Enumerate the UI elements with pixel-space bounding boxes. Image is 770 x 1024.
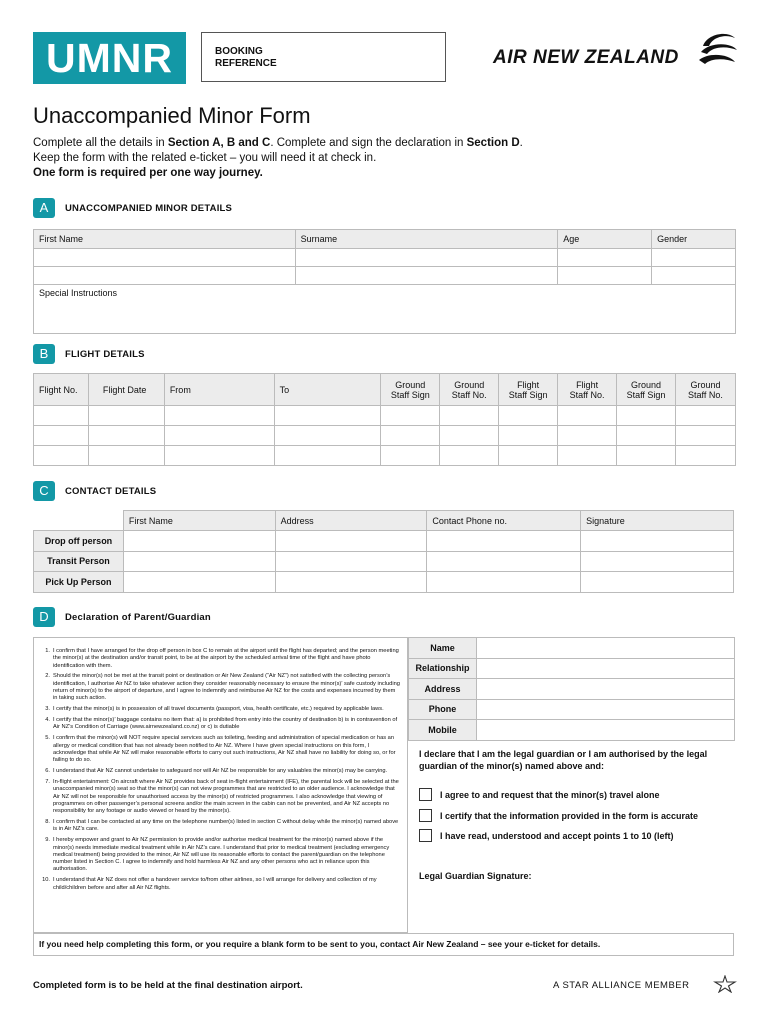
- contact-cell[interactable]: [427, 551, 581, 572]
- item-number: 4.: [45, 717, 50, 724]
- flight-cell[interactable]: [440, 406, 499, 426]
- contact-cell[interactable]: [275, 531, 427, 552]
- alliance-text: A STAR ALLIANCE MEMBER: [553, 980, 690, 991]
- checkbox-travel-alone[interactable]: [419, 788, 660, 801]
- table-row: [34, 249, 736, 267]
- flight-cell[interactable]: [617, 426, 676, 446]
- contact-details-table: [33, 510, 734, 593]
- contact-cell[interactable]: [427, 531, 581, 552]
- item-text: I certify that the minor(s)’ baggage contains no item that: a) is prohibited from entry into the country of destination b) is in contravention of Air NZ’s Condition of Carriage (www.airnewzealand.co.nz) or c) is dutiable: [53, 717, 398, 731]
- col-contact-first-name: First Name: [123, 511, 275, 531]
- flight-cell[interactable]: [440, 426, 499, 446]
- flight-cell[interactable]: [88, 406, 164, 426]
- flight-cell[interactable]: [617, 446, 676, 466]
- col-label-line: Staff No.: [569, 389, 605, 400]
- flight-cell[interactable]: [381, 426, 440, 446]
- guardian-details-table: [408, 637, 735, 741]
- koru-icon: [697, 30, 739, 68]
- flight-cell[interactable]: [164, 446, 274, 466]
- table-row: [34, 406, 736, 426]
- surname-input-2[interactable]: [295, 267, 558, 285]
- corner-cell: [34, 511, 124, 531]
- section-a-badge: A: [33, 198, 55, 218]
- signature-label: Legal Guardian Signature:: [419, 871, 532, 881]
- item-text: I confirm that I have arranged for the drop off person in box C to remain at the airport until the flight has departed; and the person meeting the minor(s) at the destination and/or transit point, to be at the airport by the scheduled arrival time of the flight and have photo identification with them.: [53, 648, 399, 669]
- item-number: 9.: [45, 837, 50, 844]
- col-label-line: Staff Sign: [508, 389, 548, 400]
- intro-line1d: Section D: [466, 137, 520, 149]
- intro-line3: One form is required per one way journey.: [33, 167, 263, 179]
- declaration-list: [40, 648, 401, 892]
- row-label-transit: Transit Person: [34, 551, 124, 572]
- booking-reference-label-2: REFERENCE: [215, 58, 277, 69]
- section-a-title: UNACCOMPANIED MINOR DETAILS: [65, 202, 233, 214]
- section-d-title: Declaration of Parent/Guardian: [65, 611, 211, 623]
- col-label-line: Ground: [395, 379, 426, 390]
- guardian-address-input[interactable]: [477, 679, 735, 700]
- col-label-line: Flight: [517, 379, 540, 390]
- checkbox-icon[interactable]: [419, 809, 432, 822]
- col-from: From: [164, 374, 274, 406]
- contact-cell[interactable]: [581, 572, 734, 593]
- flight-cell[interactable]: [675, 446, 735, 466]
- item-text: I understand that Air NZ cannot undertake to safeguard nor will Air NZ be responsible for any valuables the minor(s) may be carrying.: [53, 768, 388, 775]
- section-b-title: FLIGHT DETAILS: [65, 348, 145, 360]
- declaration-terms: [33, 637, 408, 933]
- contact-cell[interactable]: [123, 531, 275, 552]
- list-item: [40, 768, 401, 775]
- list-item: [40, 779, 401, 815]
- flight-cell[interactable]: [499, 446, 558, 466]
- item-number: 5.: [45, 735, 50, 742]
- guardian-phone-label: Phone: [409, 699, 477, 720]
- table-row: [409, 699, 735, 720]
- col-label-line: Ground: [630, 379, 662, 390]
- booking-reference-label-1: BOOKING: [215, 46, 263, 57]
- section-b-header: [33, 344, 145, 364]
- col-to: To: [274, 374, 381, 406]
- list-item: [40, 735, 401, 764]
- col-ground-staff-no-1: [440, 374, 499, 406]
- contact-cell[interactable]: [123, 572, 275, 593]
- item-number: 7.: [45, 779, 50, 786]
- checkbox-label: I certify that the information provided in the form is accurate: [440, 810, 699, 821]
- guardian-mobile-label: Mobile: [409, 720, 477, 741]
- checkbox-icon[interactable]: [419, 829, 432, 842]
- col-ground-staff-sign-2: [617, 374, 676, 406]
- footer-note: Completed form is to be held at the final destination airport.: [33, 980, 303, 991]
- special-instructions-field[interactable]: [34, 285, 736, 334]
- intro-line1c: . Complete and sign the declaration in: [270, 137, 467, 149]
- minor-details-table: [33, 229, 736, 334]
- flight-cell[interactable]: [440, 446, 499, 466]
- col-flight-staff-no: [558, 374, 617, 406]
- checkbox-accept-points[interactable]: [419, 829, 674, 842]
- flight-cell[interactable]: [558, 406, 617, 426]
- flight-cell[interactable]: [88, 446, 164, 466]
- first-name-input-2[interactable]: [34, 267, 296, 285]
- item-text: In-flight entertainment: On aircraft where Air NZ provides back of seat in-flight entertainment (IFE), the parental lock will be selected at the unaccompanied minor(s) seat so that the minor(s) can not view programmes that are restricted to an older audience. I acknowledge that Air NZ will not be responsible for unauthorised access by the minor(s) of restricted programmes. I also acknowledge that viewing of programmes on other passenger’s personal screens and/or the main screen in the cabin can not be prevented, and Air NZ accepts no responsibility for any footage or audio viewed or heard by the minor(s).: [53, 779, 399, 815]
- col-label-line: Ground: [454, 379, 485, 390]
- contact-cell[interactable]: [275, 572, 427, 593]
- col-ground-staff-no-2: [675, 374, 735, 406]
- list-item: [40, 877, 401, 892]
- item-number: 3.: [45, 706, 50, 713]
- table-row: [34, 572, 734, 593]
- contact-cell[interactable]: [427, 572, 581, 593]
- flight-cell[interactable]: [675, 426, 735, 446]
- contact-cell[interactable]: [275, 551, 427, 572]
- flight-cell[interactable]: [381, 446, 440, 466]
- flight-cell[interactable]: [499, 426, 558, 446]
- guardian-name-label: Name: [409, 638, 477, 659]
- guardian-mobile-input[interactable]: [477, 720, 735, 741]
- table-row: [34, 531, 734, 552]
- special-instructions-label: Special Instructions: [39, 288, 118, 298]
- section-c-badge: C: [33, 481, 55, 501]
- list-item: [40, 717, 401, 732]
- item-text: I confirm that I can be contacted at any time on the telephone number(s) listed in section C without delay while the minor(s) named above is in Air NZ’s care.: [53, 819, 399, 833]
- col-contact-signature: Signature: [581, 511, 734, 531]
- contact-cell[interactable]: [581, 551, 734, 572]
- section-d-badge: D: [33, 607, 55, 627]
- flight-cell[interactable]: [499, 406, 558, 426]
- page-title: Unaccompanied Minor Form: [33, 103, 311, 128]
- row-label-pick-up: Pick Up Person: [34, 572, 124, 593]
- list-item: [40, 648, 401, 670]
- flight-cell[interactable]: [381, 406, 440, 426]
- flight-cell[interactable]: [675, 406, 735, 426]
- table-row: [34, 267, 736, 285]
- flight-cell[interactable]: [164, 426, 274, 446]
- special-instructions-row: [34, 285, 736, 334]
- flight-cell[interactable]: [558, 426, 617, 446]
- item-number: 1.: [45, 648, 50, 654]
- col-contact-phone: Contact Phone no.: [427, 511, 581, 531]
- help-text: If you need help completing this form, or you require a blank form to be sent to you, contact Air New Zealand – see your e-ticket for details.: [33, 933, 734, 956]
- gender-input-2[interactable]: [652, 267, 736, 285]
- col-flight-no: Flight No.: [34, 374, 89, 406]
- guardian-name-input[interactable]: [477, 638, 735, 659]
- item-text: I certify that the minor(s) is in possession of all travel documents (passport, visa, health certificate, etc.) required by applicable laws.: [53, 706, 384, 713]
- first-name-input-1[interactable]: [34, 249, 296, 267]
- intro-line1e: .: [519, 137, 523, 149]
- umnr-logo: UMNR: [33, 32, 186, 84]
- item-text: I confirm that the minor(s) will NOT require special services such as toileting, feeding and administration of special medication or has an allergy or medical condition that has not already been notified to Air NZ. Where I have given special instructions on this form, I acknowledge that while Air NZ will make reasonable efforts to carry out such instructions, Air NZ shall have no liability for doing so, or for failing to do so.: [53, 735, 396, 764]
- list-item: [40, 673, 401, 702]
- section-a-header: [33, 198, 232, 218]
- contact-cell[interactable]: [123, 551, 275, 572]
- flight-cell[interactable]: [34, 406, 89, 426]
- flight-cell[interactable]: [274, 406, 381, 426]
- guardian-relationship-input[interactable]: [477, 658, 735, 679]
- guardian-phone-input[interactable]: [477, 699, 735, 720]
- table-row: [34, 446, 736, 466]
- col-label-line: Staff No.: [688, 389, 723, 400]
- checkbox-label: I have read, understood and accept points 1 to 10 (left): [440, 830, 674, 841]
- intro-line1b: Section A, B and C: [167, 137, 271, 149]
- checkbox-label: I agree to and request that the minor(s) travel alone: [440, 789, 660, 800]
- flight-cell[interactable]: [617, 406, 676, 426]
- age-input-1[interactable]: [558, 249, 652, 267]
- item-number: 6.: [45, 768, 50, 775]
- item-number: 8.: [45, 819, 50, 826]
- item-text: Should the minor(s) not be met at the transit point or destination or Air New Zealand (“Air NZ”) not satisfied with the collecting person’s identification, I authorise Air NZ to take whatever action they consider reasonably necessary to ensure the minor(s)’ safe custody including return of minor(s) to the airport of departure, and I agree to indemnify and reimburse Air NZ for the costs and expenses incurred by them in taking such action.: [53, 673, 400, 702]
- col-label-line: Ground: [690, 379, 721, 390]
- intro-line2: Keep the form with the related e-ticket – you will need it at check in.: [33, 152, 377, 164]
- surname-input-1[interactable]: [295, 249, 558, 267]
- list-item: [40, 819, 401, 834]
- contact-cell[interactable]: [581, 531, 734, 552]
- checkbox-icon[interactable]: [419, 788, 432, 801]
- list-item: [40, 837, 401, 873]
- flight-details-table: [33, 373, 736, 466]
- section-d-header: [33, 607, 211, 627]
- item-number: 2.: [45, 673, 50, 680]
- star-alliance-icon: [713, 975, 737, 993]
- flight-cell[interactable]: [34, 446, 89, 466]
- col-flight-staff-sign: [499, 374, 558, 406]
- col-age: Age: [558, 230, 652, 249]
- flight-cell[interactable]: [34, 426, 89, 446]
- list-item: [40, 706, 401, 713]
- flight-cell[interactable]: [558, 446, 617, 466]
- col-gender: Gender: [652, 230, 736, 249]
- guardian-relationship-label: Relationship: [409, 658, 477, 679]
- table-row: [409, 638, 735, 659]
- table-row: [409, 720, 735, 741]
- item-number: 10.: [42, 877, 50, 884]
- section-b-badge: B: [33, 344, 55, 364]
- flight-cell[interactable]: [274, 426, 381, 446]
- col-label-line: Staff Sign: [390, 389, 430, 400]
- intro-text: [33, 136, 523, 181]
- guardian-address-label: Address: [409, 679, 477, 700]
- item-text: I understand that Air NZ does not offer a handover service to/from other airlines, so I will arrange for delivery and collection of my child/children before and after all Air NZ flights.: [53, 877, 377, 891]
- col-label-line: Flight: [576, 379, 599, 390]
- intro-line1a: Complete all the details in: [33, 137, 168, 149]
- col-label-line: Staff Sign: [626, 389, 666, 400]
- flight-cell[interactable]: [274, 446, 381, 466]
- flight-cell[interactable]: [88, 426, 164, 446]
- guardian-declaration: I declare that I am the legal guardian or I am authorised by the legal guardian of the minor(s) named above and:: [419, 749, 708, 771]
- col-surname: Surname: [295, 230, 558, 249]
- section-c-header: [33, 481, 156, 501]
- col-label-line: Staff No.: [451, 389, 487, 400]
- gender-input-1[interactable]: [652, 249, 736, 267]
- table-row: [409, 679, 735, 700]
- table-row: [34, 426, 736, 446]
- col-contact-address: Address: [275, 511, 427, 531]
- checkbox-info-accurate[interactable]: [419, 809, 698, 822]
- row-label-drop-off: Drop off person: [34, 531, 124, 552]
- table-row: [409, 658, 735, 679]
- age-input-2[interactable]: [558, 267, 652, 285]
- col-flight-date: Flight Date: [88, 374, 164, 406]
- col-ground-staff-sign-1: [381, 374, 440, 406]
- col-first-name: First Name: [34, 230, 296, 249]
- airline-name: AIR NEW ZEALAND: [493, 47, 679, 68]
- booking-reference-box[interactable]: [201, 32, 446, 82]
- item-text: I hereby empower and grant to Air NZ permission to provide and/or authorise medical treatment for the minor(s) named above if the minor(s) needs immediate medical treatment while in Air NZ’s care. I understand that prior to medical treatment (excluding emergency medical treatment) being provided to the minor, Air NZ will use its reasonable efforts to contact the parent/guardian on the telephone number listed in Section C. I agree to indemnify and hold harmless Air NZ and any other persons who act in reliance upon this authorisation.: [53, 837, 390, 873]
- section-c-title: CONTACT DETAILS: [65, 485, 157, 497]
- table-row: [34, 551, 734, 572]
- flight-cell[interactable]: [164, 406, 274, 426]
